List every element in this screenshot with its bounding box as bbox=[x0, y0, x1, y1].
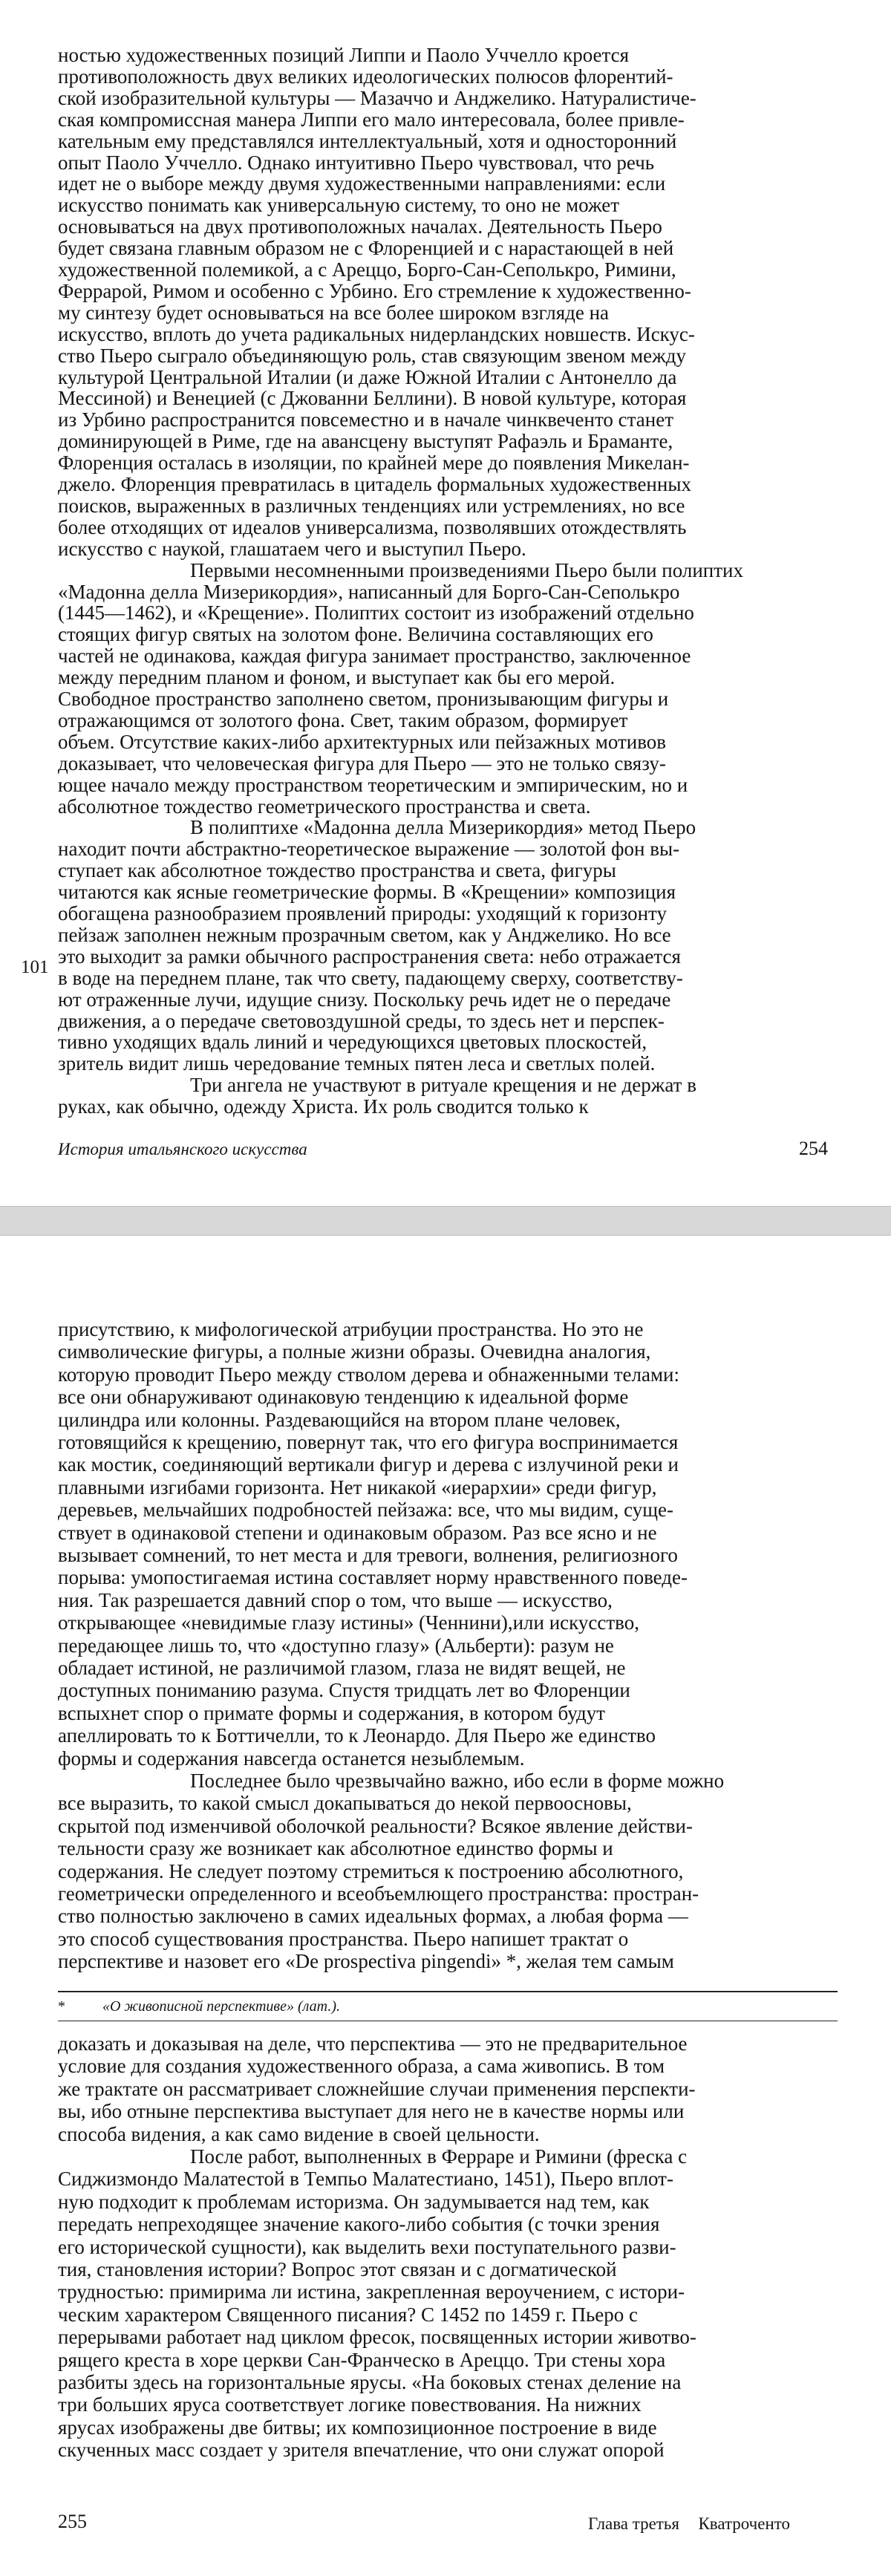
text-line: Последнее было чрезвычайно важно, ибо если в форме можно bbox=[190, 1770, 725, 1792]
text-line: джело. Флоренция превратилась в цитадель формальных художественных bbox=[58, 473, 691, 495]
text-line: передающее лишь то, что «доступно глазу» (Альберти): разум не bbox=[58, 1634, 614, 1657]
page-254-body-text bbox=[58, 43, 854, 1118]
text-line: трудностью: примирима ли истина, закрепленная вероучением, с истори- bbox=[58, 2280, 685, 2303]
footnote-language: (лат.). bbox=[298, 1998, 340, 2015]
text-line: тивно уходящих вдаль линий и чередующихся цветовых плоскостей, bbox=[58, 1031, 647, 1054]
text-line: ство Пьеро сыграло объединяющую роль, став связующим звеном между bbox=[58, 344, 687, 367]
text-line: обогащена разнообразием проявлений природы: уходящий к горизонту bbox=[58, 902, 667, 925]
text-line: ную подходит к проблемам историзма. Он задумывается над тем, как bbox=[58, 2190, 650, 2213]
text-line: «Мадонна делла Мизерикордия», написанный для Борго-Сан-Сеполькро bbox=[58, 580, 680, 603]
text-line: его исторической сущности), как выделить вехи поступательного разви- bbox=[58, 2235, 676, 2258]
page-number-254: 254 bbox=[799, 1138, 828, 1159]
text-line: ческим характером Священного писания? С 1452 по 1459 г. Пьеро с bbox=[58, 2303, 639, 2326]
text-line: содержания. Не следует поэтому стремиться к построению абсолютного, bbox=[58, 1859, 684, 1882]
text-line: противоположность двух великих идеологических полюсов флорентий- bbox=[58, 65, 673, 88]
text-line: три больших яруса соответствует логике повествования. На нижних bbox=[58, 2393, 642, 2416]
text-line: движения, а о передаче световоздушной среды, то здесь нет и перспек- bbox=[58, 1009, 665, 1032]
text-line: способа видения, а как само видение в своей цельности. bbox=[58, 2122, 540, 2145]
text-line: формы и содержания навсегда останется незыблемым. bbox=[58, 1747, 525, 1770]
text-line: это выходит за рамки обычного распространения света: небо отражается bbox=[58, 945, 681, 968]
section-label: Кватроченто bbox=[698, 2514, 791, 2533]
text-line: будет связана главным образом не с Флоренцией и с нарастающей в ней bbox=[58, 237, 674, 260]
footnote-mark: * bbox=[58, 1998, 65, 2015]
text-line: условие для создания художественного образа, а сама живопись. В том bbox=[58, 2055, 665, 2078]
text-line: художественной полемикой, а с Ареццо, Борго-Сан-Сеполькро, Римини, bbox=[58, 258, 676, 281]
text-line: вызывает сомнений, то нет места и для тревоги, волнения, религиозного bbox=[58, 1544, 678, 1566]
page-separator bbox=[0, 1206, 891, 1236]
text-line: Свободное пространство заполнено светом, пронизывающим фигуры и bbox=[58, 688, 669, 710]
text-line: плавными изгибами горизонта. Нет никакой «иерархии» среди фигур, bbox=[58, 1476, 657, 1499]
text-line: искусство с наукой, глашатаем чего и выступил Пьеро. bbox=[58, 537, 526, 560]
text-line: передать непреходящее значение какого-либо события (с точки зрения bbox=[58, 2213, 660, 2236]
text-line: ют отраженные лучи, идущие снизу. Поскольку речь идет не о передаче bbox=[58, 988, 671, 1011]
text-line: вы, ибо отныне перспектива выступает для него не в качестве нормы или bbox=[58, 2100, 685, 2123]
text-line: более отходящих от идеалов универсализма, позволявших отождествлять bbox=[58, 515, 687, 538]
book-page-254 bbox=[0, 0, 891, 1206]
text-line: отражающимся от золотого фона. Свет, таким образом, формирует bbox=[58, 708, 628, 731]
text-line: В полиптихе «Мадонна делла Мизерикордия» метод Пьеро bbox=[190, 816, 696, 839]
text-line: ство полностью заключено в самих идеальных формах, а любая форма — bbox=[58, 1905, 688, 1928]
text-line: рящего креста в хоре церкви Сан-Франческо в Ареццо. Три стены хора bbox=[58, 2348, 666, 2371]
text-line: искусство понимать как универсальную систему, то оно не может bbox=[58, 194, 620, 217]
text-line: в воде на переднем плане, так что свету, падающему сверху, соответству- bbox=[58, 966, 683, 989]
text-line: зритель видит лишь чередование темных пятен леса и светлых полей. bbox=[58, 1052, 656, 1075]
text-line: геометрически определенного и всеобъемлющего пространства: простран- bbox=[58, 1882, 699, 1905]
text-line: доступных пониманию разума. Спустя тридцать лет во Флоренции bbox=[58, 1679, 630, 1702]
text-line: стоящих фигур святых на золотом фоне. Величина составляющих его bbox=[58, 623, 653, 646]
text-line: доминирующей в Риме, где на авансцену выступят Рафаэль и Браманте, bbox=[58, 430, 673, 453]
text-line: ярусах изображены две битвы; их композиционное построение в виде bbox=[58, 2416, 657, 2439]
text-line: читаются как ясные геометрические формы. В «Крещении» композиция bbox=[58, 881, 676, 904]
text-line: ступает как абсолютное тождество пространства и света, фигуры bbox=[58, 859, 616, 882]
text-line: ния. Так разрешается давний спор о том, что выше — искусство, bbox=[58, 1588, 613, 1611]
footnote-text: «О живописной перспективе» bbox=[102, 1998, 294, 2015]
text-line: все они обнаруживают одинаковую тенденцию к идеальной форме bbox=[58, 1386, 629, 1409]
text-line: присутствию, к мифологической атрибуции пространства. Но это не bbox=[58, 1318, 644, 1340]
text-line: Флоренция осталась в изоляции, по крайней мере до появления Микелан- bbox=[58, 451, 690, 475]
text-line: основываться на двух противоположных началах. Деятельность Пьеро bbox=[58, 215, 662, 238]
text-line: руках, как обычно, одежду Христа. Их роль сводится только к bbox=[58, 1095, 589, 1118]
text-line: После работ, выполненных в Ферраре и Римини (фреска с bbox=[190, 2145, 688, 2168]
text-line: открывающее «невидимые глазу истины» (Ченнини),или искусство, bbox=[58, 1611, 639, 1634]
text-line: перспективе и назовет его «De prospectiva pingendi» *, желая тем самым bbox=[58, 1950, 674, 1973]
text-line: доказывает, что человеческая фигура для Пьеро — это не только связу- bbox=[58, 751, 666, 775]
text-line: ностью художественных позиций Липпи и Паоло Уччелло кроется bbox=[58, 44, 630, 66]
text-line: объем. Отсутствие каких-либо архитектурных или пейзажных мотивов bbox=[58, 730, 667, 753]
text-line: ющее начало между пространством теоретическим и эмпирическим, но и bbox=[58, 773, 688, 796]
text-line: опыт Паоло Уччелло. Однако интуитивно Пьеро чувствовал, что речь bbox=[58, 151, 655, 174]
text-line: все выразить, то какой смысл докапываться до некой первоосновы, bbox=[58, 1792, 632, 1815]
book-page-255 bbox=[0, 1236, 891, 2576]
text-line: Три ангела не участвуют в ритуале крещения и не держат в bbox=[190, 1074, 696, 1097]
footnote bbox=[58, 1997, 838, 2016]
text-line: как мостик, соединяющий вертикали фигур и дерева с излучиной реки и bbox=[58, 1453, 679, 1476]
text-line: Сиджизмондо Малатестой в Темпьо Малатестиано, 1451), Пьеро вплот- bbox=[58, 2168, 673, 2191]
text-line: абсолютное тождество геометрического пространства и света. bbox=[58, 795, 591, 818]
text-line: (1445—1462), и «Крещение». Полиптих состоит из изображений отдельно bbox=[58, 601, 694, 625]
text-line: же трактате он рассматривает сложнейшие случаи применения перспекти- bbox=[58, 2077, 696, 2100]
page-number-255: 255 bbox=[58, 2511, 87, 2532]
text-line: перерывами работает над циклом фресок, посвященных истории животво- bbox=[58, 2326, 696, 2349]
text-line: готовящийся к крещению, повернут так, что его фигура воспринимается bbox=[58, 1431, 679, 1453]
text-line: идет не о выборе между двумя художественными направлениями: если bbox=[58, 172, 666, 195]
text-line: Мессиной) и Венецией (с Джованни Беллини). В новой культуре, которая bbox=[58, 387, 687, 410]
text-line: поисков, выраженных в различных тенденциях или устремлениях, но все bbox=[58, 494, 685, 517]
text-line: тия, становления истории? Вопрос этот связан и с догматической bbox=[58, 2258, 617, 2280]
text-line: частей не одинакова, каждая фигура занимает пространство, заключенное bbox=[58, 645, 691, 668]
text-line: Феррарой, Римом и особенно с Урбино. Его стремление к художественно- bbox=[58, 279, 691, 302]
chapter-label: Глава третья bbox=[588, 2514, 679, 2533]
text-line: вспыхнет спор о примате формы и содержания, в котором будут bbox=[58, 1701, 606, 1724]
text-line: искусство, вплоть до учета радикальных нидерландских новшеств. Искус- bbox=[58, 322, 695, 345]
text-line: кательным ему представлялся интеллектуальный, хотя и односторонний bbox=[58, 129, 677, 152]
text-line: находит почти абстрактно-теоретическое выражение — золотой фон вы- bbox=[58, 838, 680, 861]
text-line: между передним планом и фоном, и выступает как бы его мерой. bbox=[58, 666, 616, 689]
text-line: деревьев, мельчайших подробностей пейзажа: все, что мы видим, суще- bbox=[58, 1499, 673, 1522]
text-line: скученных масс создает у зрителя впечатление, что они служат опорой bbox=[58, 2439, 665, 2462]
text-line: которую проводит Пьеро между стволом дерева и обнаженными телами: bbox=[58, 1363, 679, 1386]
running-footer-chapter bbox=[588, 2514, 790, 2534]
running-footer-book-title: История итальянского искусства bbox=[58, 1140, 307, 1158]
page-255-body-text-top bbox=[58, 1317, 854, 2008]
text-line: символические фигуры, а полные жизни образы. Очевидна аналогия, bbox=[58, 1340, 651, 1363]
text-line: ская компромиссная манера Липпи его мало интересовала, более привле- bbox=[58, 108, 685, 131]
text-line: разбиты здесь на горизонтальные ярусы. «На боковых стенах деление на bbox=[58, 2371, 682, 2393]
footnote-separator-line bbox=[58, 1991, 838, 1992]
page-255-body-text-bottom bbox=[58, 2032, 854, 2492]
text-line: ствует в одинаковой степени и одинаковым образом. Раз все ясно и не bbox=[58, 1521, 657, 1544]
text-line: культурой Центральной Италии (и даже Южной Италии с Антонелло да bbox=[58, 365, 677, 388]
text-line: порыва: умопостигаемая истина составляет норму нравственного поведе- bbox=[58, 1566, 688, 1589]
text-line: скрытой под изменчивой оболочкой реальности? Всякое явление действи- bbox=[58, 1814, 693, 1837]
text-line: Первыми несомненными произведениями Пьеро были полиптих bbox=[190, 558, 743, 581]
text-line: обладает истиной, не различимой глазом, глаза не видят вещей, не bbox=[58, 1657, 626, 1679]
text-line: пейзаж заполнен нежным прозрачным светом, как у Анджелико. Но все bbox=[58, 923, 671, 946]
text-line: из Урбино распространится повсеместно и в начале чинквеченто станет bbox=[58, 408, 674, 431]
text-line: это способ существования пространства. Пьеро напишет трактат о bbox=[58, 1927, 629, 1950]
text-line: доказать и доказывая на деле, что перспектива — это не предварительное bbox=[58, 2032, 688, 2055]
text-line: тельности сразу же возникает как абсолютное единство формы и bbox=[58, 1837, 613, 1860]
text-line: цилиндра или колонны. Раздевающийся на втором плане человек, bbox=[58, 1408, 621, 1431]
text-line: ской изобразительной культуры — Мазаччо и Анджелико. Натуралистиче- bbox=[58, 86, 696, 109]
margin-figure-number: 101 bbox=[21, 957, 49, 977]
text-line: апеллировать то к Боттичелли, то к Леонардо. Для Пьеро же единство bbox=[58, 1724, 656, 1747]
text-line: му синтезу будет основываться на все более широком взгляде на bbox=[58, 301, 610, 324]
